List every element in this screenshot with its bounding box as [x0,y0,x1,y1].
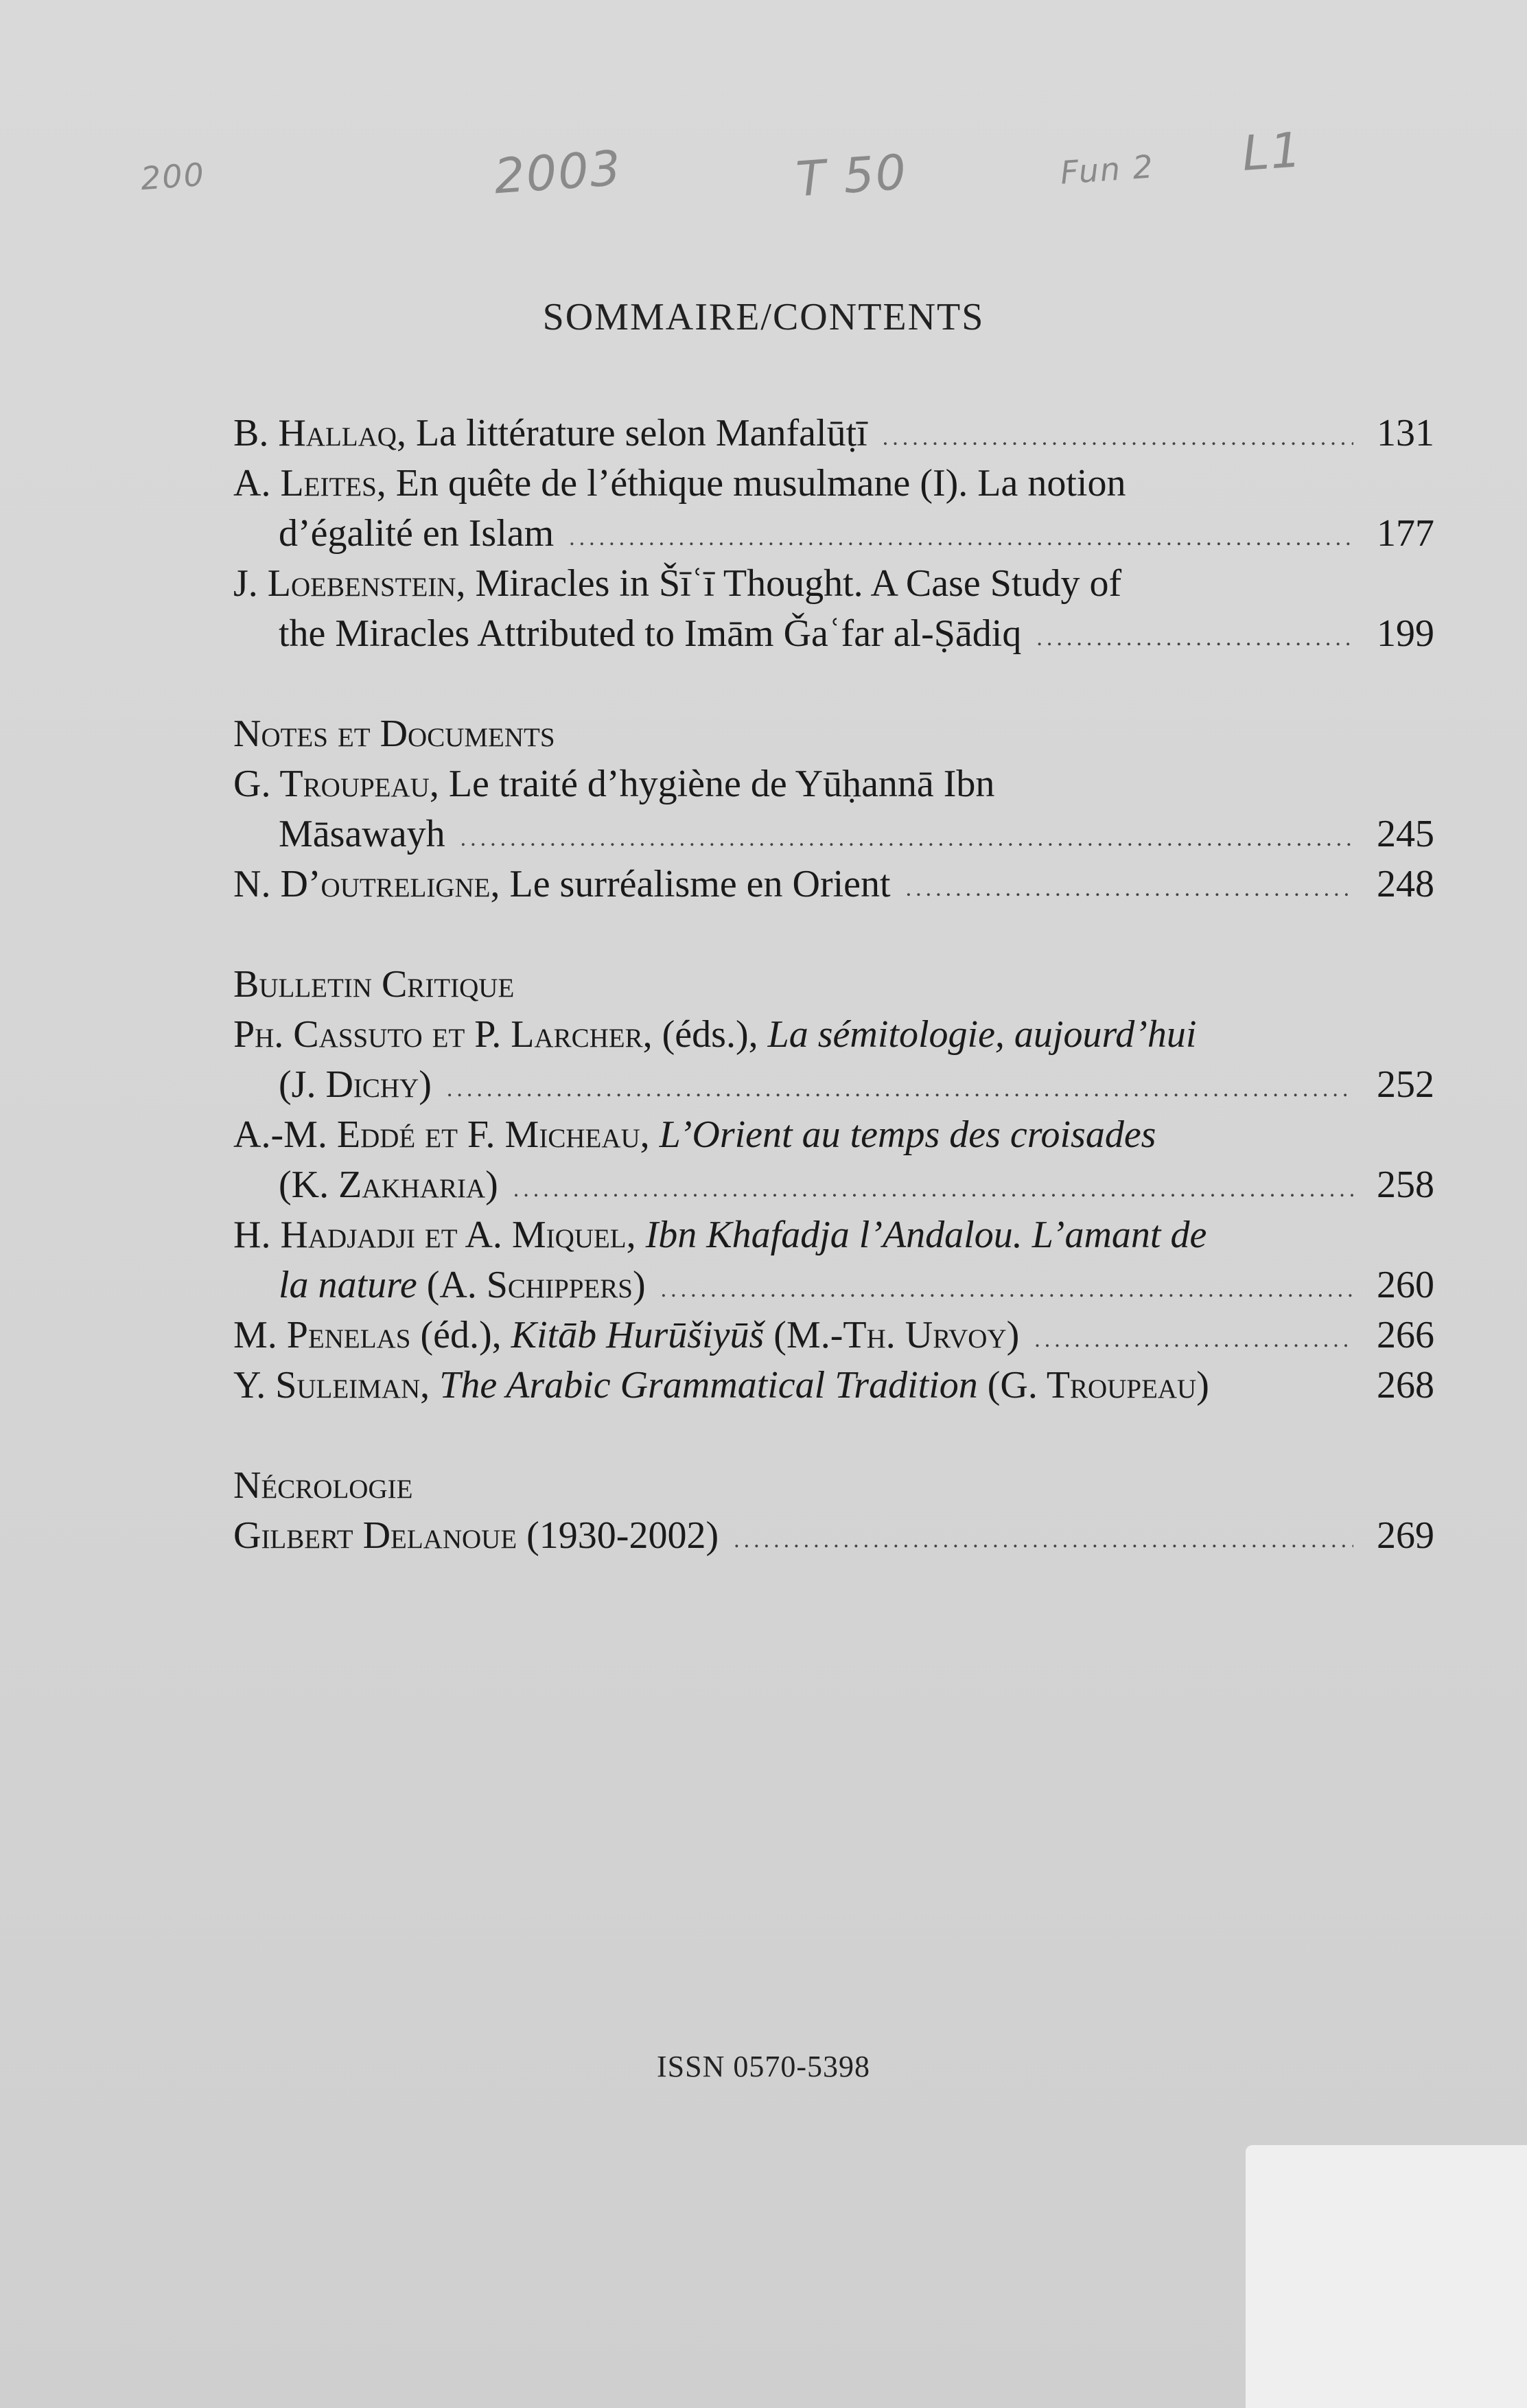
pencil-note-4: Fun 2 [1059,148,1156,192]
page-number: 260 [1377,1264,1434,1306]
section-heading-notes [233,709,1434,759]
entry-text: A.-M. Eddé et F. Micheau, L’Orient au temps des croisades [233,1113,1156,1156]
dot-leader [447,1069,1353,1110]
entry-text: Y. Suleiman, The Arabic Grammatical Tradition (G. Troupeau) [233,1364,1209,1406]
toc-entry-leites-line1 [233,459,1434,509]
pencil-note-5: L1 [1240,121,1305,182]
entry-text: J. Loebenstein, Miracles in Šīʿī Thought. A Case Study of [233,562,1122,605]
toc-entry-hadjadji-line1 [233,1210,1434,1260]
page-title: SOMMAIRE/CONTENTS [542,296,985,338]
author: M. Penelas [233,1314,411,1356]
table-of-contents [233,408,1434,1561]
reviewer: (K. Zakharia) [279,1164,498,1206]
entry-title-continued: the Miracles Attributed to Imām Ǧaʿfar al-Ṣādiq [279,612,1022,655]
author: N. D’outreligne [233,863,491,905]
entry-text: N. D’outreligne, Le surréalisme en Orient [233,863,891,905]
author: B. Hallaq [233,412,397,454]
entry-text: A. Leites, En quête de l’éthique musulmane (I). La notion [233,462,1126,505]
toc-entry-edde-line2 [233,1160,1434,1210]
toc-entry-delanoue [233,1511,1434,1561]
dot-leader [734,1520,1353,1561]
toc-entry-doutreligne [233,859,1434,910]
entry-title: L’Orient au temps des croisades [659,1113,1156,1156]
entry-title: La littérature selon Manfalūṭī [415,412,867,454]
person-name: Gilbert Delanoue [233,1514,517,1557]
entry-title-continued: Māsawayh [279,813,445,855]
entry-text: H. Hadjadji et A. Miquel, Ibn Khafadja l’Andalou. L’amant de [233,1214,1207,1256]
section-title: Bulletin Critique [233,963,515,1006]
page-number: 258 [1377,1164,1434,1206]
page-number: 248 [1377,863,1434,905]
author: Y. Suleiman [233,1364,421,1406]
dot-leader [661,1269,1353,1310]
toc-entry-penelas [233,1310,1434,1361]
entry-title-continued: la nature [279,1264,417,1306]
reviewer: (J. Dichy) [279,1063,432,1106]
entry-text [233,1511,719,1561]
reviewer: (A. Schippers) [426,1264,646,1306]
pencil-note-1: 200 [139,155,207,198]
toc-entry-hadjadji-line2 [233,1260,1434,1310]
entry-text: Ph. Cassuto et P. Larcher, (éds.), La sémitologie, aujourd’hui [233,1013,1197,1056]
dot-leader [1036,618,1353,659]
editors-note: (éds.) [662,1013,749,1056]
entry-title: Kitāb Hurūšiyūš [511,1314,765,1356]
dot-leader [513,1169,1353,1210]
toc-entry-loebenstein-line2 [233,609,1434,659]
toc-entry-edde-line1 [233,1110,1434,1160]
page-number: 268 [1377,1364,1434,1406]
author: A.-M. Eddé et F. Micheau [233,1113,640,1156]
toc-entry-cassuto-line1 [233,1010,1434,1060]
reviewer: (G. Troupeau) [987,1364,1209,1406]
page-number: 252 [1377,1063,1434,1106]
dot-leader [569,518,1353,559]
dot-leader [883,417,1353,459]
pencil-note-2: 2003 [492,139,624,205]
reviewer: (M.-Th. Urvoy) [773,1314,1020,1356]
label-sticker [1246,2145,1527,2408]
author: J. Loebenstein [233,562,456,605]
pencil-note-3: T 50 [794,143,909,208]
section-heading-bulletin [233,960,1434,1010]
entry-title: Le traité d’hygiène de Yūḥannā Ibn [448,763,995,805]
toc-entry-leites-line2 [233,509,1434,559]
page-number: 199 [1377,612,1434,655]
toc-entry-hallaq [233,408,1434,459]
author: A. Leites [233,462,377,505]
page-number: 245 [1377,813,1434,855]
entry-text: G. Troupeau, Le traité d’hygiène de Yūḥannā Ibn [233,763,995,805]
entry-text-continued [233,1260,646,1310]
page-number: 177 [1377,512,1434,555]
section-heading-necrologie [233,1461,1434,1511]
toc-entry-troupeau-line2 [233,809,1434,859]
entry-title: En quête de l’éthique musulmane (I). La notion [395,462,1126,505]
entry-title: La sémitologie, aujourd’hui [767,1013,1197,1056]
entry-title: Miracles in Šīʿī Thought. A Case Study of [475,562,1122,605]
page-number: 269 [1377,1514,1434,1557]
section-title: Nécrologie [233,1464,413,1507]
entry-text: M. Penelas (éd.), Kitāb Hurūšiyūš (M.-Th. Urvoy) [233,1314,1020,1356]
toc-entry-suleiman [233,1361,1434,1411]
entry-title: Le surréalisme en Orient [509,863,891,905]
author: G. Troupeau [233,763,430,805]
entry-text: B. Hallaq, La littérature selon Manfalūṭī [233,412,867,454]
author: H. Hadjadji et A. Miquel [233,1214,627,1256]
toc-entry-troupeau-line1 [233,759,1434,809]
entry-title: Ibn Khafadja l’Andalou. L’amant de [645,1214,1207,1256]
author: Ph. Cassuto et P. Larcher [233,1013,643,1056]
entry-title-continued: d’égalité en Islam [279,512,555,555]
entry-title: The Arabic Grammatical Tradition [439,1364,978,1406]
dot-leader [1034,1319,1353,1361]
section-title: Notes et Documents [233,713,555,755]
dot-leader [461,818,1353,859]
toc-entry-loebenstein-line1 [233,559,1434,609]
toc-entry-cassuto-line2 [233,1060,1434,1110]
life-years: (1930-2002) [526,1514,719,1557]
page-number: 131 [1377,412,1434,454]
issn: ISSN 0570-5398 [656,2050,871,2083]
page-number: 266 [1377,1314,1434,1356]
editors-note: (éd.) [420,1314,492,1356]
dot-leader [906,868,1353,910]
